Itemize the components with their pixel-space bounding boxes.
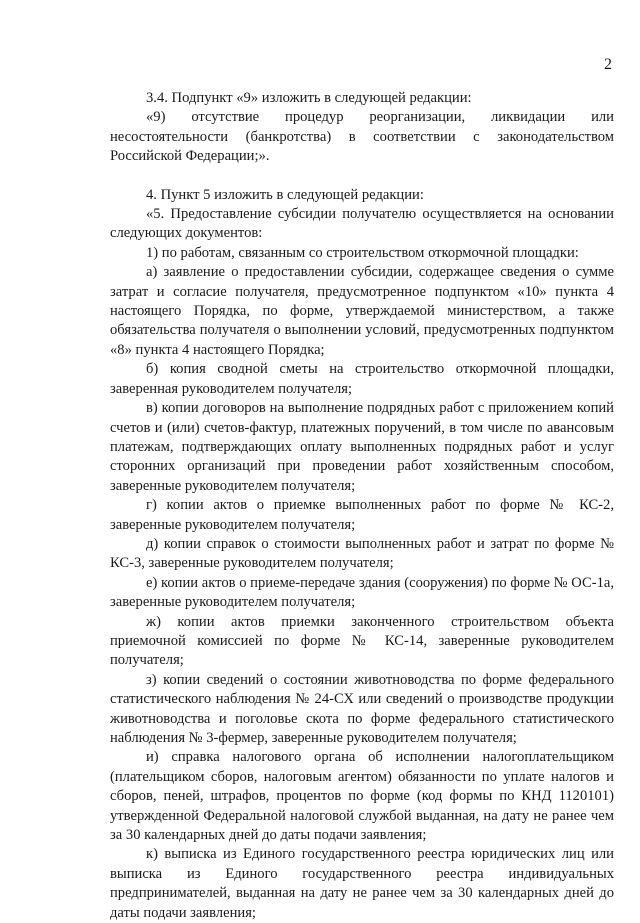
paragraph-item-a: а) заявление о предоставлении субсидии, содержащее сведения о сумме затрат и согласие получателя, предусмотренное подпунктом «10» пункта 4 настоящего Порядка, по форме, утверждаемой министерством, а также обязательства получателя о выполнении условий, предусмотренных подпунктом «8» пункта 4 настоящего Порядка; [110,264,614,358]
paragraph-4: 4. Пункт 5 изложить в следующей редакции: [146,186,424,203]
paragraph-item-v: в) копии договоров на выполнение подрядных работ с приложением копий счетов и (или) счетов-фактур, платежных поручений, в том числе по авансовым платежам, подтверждающих оплату выполненных подрядных работ и услуг сторонних организаций при проведении работ хозяйственным способом, заверенные руководителем получателя; [110,400,614,494]
paragraph-item-k: к) выписка из Единого государственного реестра юридических лиц или выписка из Единого государственного реестра индивидуальных предпринимателей, выданная на дату не ранее чем за 30 календарных дней до даты подачи заявления; [110,846,614,921]
paragraph-5: «5. Предоставление субсидии получателю осуществляется на основании следующих документов: [110,206,614,242]
page-number: 2 [604,56,612,73]
paragraph-item-g: г) копии актов о приемке выполненных работ по форме № КС-2, заверенные руководителем получателя; [110,497,614,533]
paragraph-item-b: б) копия сводной сметы на строительство откормочной площадки, заверенная руководителем получателя; [110,361,614,397]
paragraph-3-4: 3.4. Подпункт «9» изложить в следующей редакции: [146,90,472,106]
paragraph-item-1: 1) по работам, связанным со строительством откормочной площадки: [146,244,579,261]
paragraph-item-e: е) копии актов о приеме-передаче здания (сооружения) по форме № ОС-1а, заверенные руководителем получателя; [110,574,614,611]
paragraph-item-z: з) копии сведений о состоянии животноводства по форме федерального статистического наблюдения № 24-СХ или сведений о производстве продукции животноводства и поголовье скота по форме федерального статистического наблюдения № 3-фермер, заверенные руководителем получателя; [110,671,614,746]
paragraph-item-zh: ж) копии актов приемки законченного строительством объекта приемочной комиссией по форме № КС-14, заверенные руководителем получателя; [110,613,614,669]
paragraph-9: «9) отсутствие процедур реорганизации, ликвидации или несостоятельности (банкротства) в соответствии с законодательством Российской Федерации;». [110,109,614,165]
paragraph-item-i: и) справка налогового органа об исполнении налогоплательщиком (плательщиком сборов, налоговым агентом) обязанности по уплате налогов и сборов, пеней, штрафов, процентов по форме (код формы по КНД 1120101) утвержденной Федеральной налоговой службой выданная, на дату не ранее чем за 30 календарных дней до даты подачи заявления; [110,749,614,844]
paragraph-item-d: д) копии справок о стоимости выполненных работ и затрат по форме № КС-3, заверенные руководителем получателя; [110,535,614,572]
document-body [110,89,614,923]
